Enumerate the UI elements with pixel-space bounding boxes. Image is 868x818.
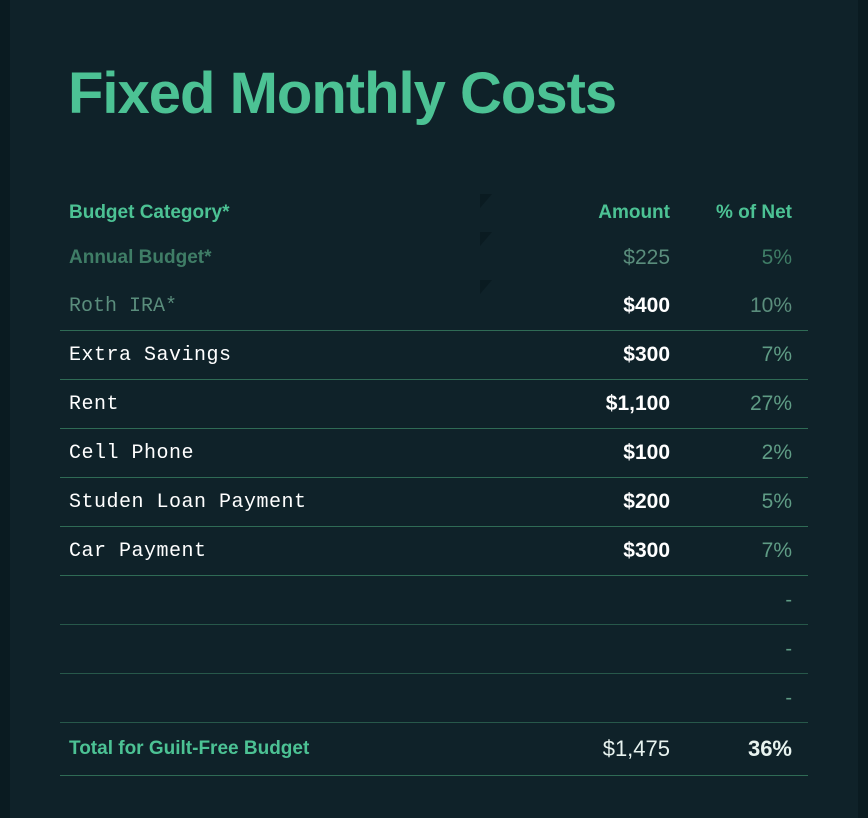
- table-row[interactable]: [60, 380, 808, 428]
- cell-category: Studen Loan Payment: [69, 490, 307, 514]
- table-row[interactable]: [60, 576, 808, 624]
- cell-category: Cell Phone: [69, 441, 195, 465]
- cell-amount: $300: [623, 539, 670, 562]
- cell-category: Roth IRA*: [69, 294, 178, 318]
- column-header-amount: Amount: [598, 202, 670, 223]
- total-row: [60, 723, 808, 775]
- page-title: Fixed Monthly Costs: [68, 61, 617, 126]
- cell-percent: 27%: [749, 392, 792, 415]
- table-row[interactable]: [60, 478, 808, 526]
- dropdown-arrow-icon[interactable]: [480, 232, 492, 246]
- table-row[interactable]: [60, 234, 808, 282]
- table-row[interactable]: [60, 282, 808, 330]
- column-header-percent: % of Net: [716, 202, 792, 223]
- cell-percent: 10%: [749, 294, 792, 317]
- dropdown-arrow-icon[interactable]: [480, 194, 492, 208]
- cell-category: Extra Savings: [69, 343, 232, 367]
- dropdown-arrow-icon[interactable]: [480, 280, 492, 294]
- cell-percent: -: [785, 588, 792, 611]
- cell-amount: $200: [623, 490, 670, 513]
- cell-percent: 7%: [761, 539, 792, 562]
- column-header-category: Budget Category*: [69, 202, 230, 223]
- cell-percent: -: [785, 686, 792, 709]
- cell-amount: $1,100: [605, 392, 670, 415]
- cell-amount: $300: [623, 343, 670, 366]
- cell-category: Car Payment: [69, 539, 207, 563]
- cell-amount: $225: [623, 246, 670, 269]
- total-label: Total for Guilt-Free Budget: [69, 738, 310, 759]
- budget-table: [60, 192, 808, 776]
- table-row[interactable]: [60, 331, 808, 379]
- table-row[interactable]: [60, 674, 808, 722]
- cell-amount: $400: [623, 294, 670, 317]
- table-row[interactable]: [60, 527, 808, 575]
- cell-percent: 7%: [761, 343, 792, 366]
- total-percent: 36%: [747, 736, 792, 761]
- table-header-row: [60, 192, 808, 234]
- cell-amount: $100: [623, 441, 670, 464]
- cell-percent: -: [785, 637, 792, 660]
- table-row[interactable]: [60, 625, 808, 673]
- total-divider: [60, 775, 808, 776]
- cell-percent: 5%: [761, 490, 792, 513]
- left-gutter: [0, 0, 10, 818]
- cell-category: Annual Budget*: [69, 247, 212, 268]
- cell-percent: 5%: [761, 246, 792, 269]
- table-row[interactable]: [60, 429, 808, 477]
- cell-percent: 2%: [761, 441, 792, 464]
- total-amount: $1,475: [602, 736, 670, 761]
- cell-category: Rent: [69, 392, 120, 416]
- right-gutter: [858, 0, 868, 818]
